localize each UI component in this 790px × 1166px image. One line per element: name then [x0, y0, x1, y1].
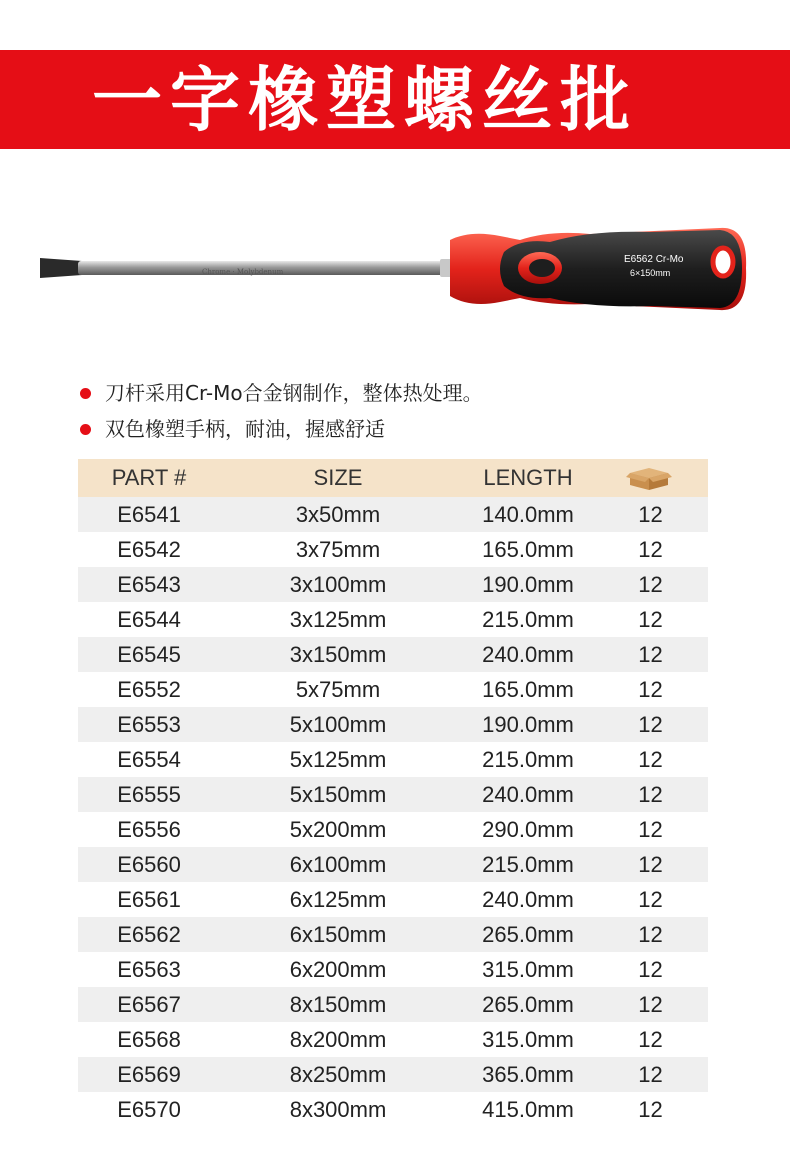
length-cell: 265.0mm [482, 922, 574, 947]
part-cell: E6543 [117, 572, 181, 597]
table-row [78, 952, 708, 987]
part-cell: E6561 [117, 887, 181, 912]
handle-label: E6562 Cr-Mo [624, 254, 684, 265]
feature-list [78, 375, 718, 447]
table-row [78, 707, 708, 742]
qty-cell: 12 [638, 1027, 663, 1052]
table-row [78, 882, 708, 917]
spec-table [78, 459, 708, 1127]
qty-cell: 12 [638, 537, 663, 562]
feature-item [78, 375, 718, 411]
part-cell: E6544 [117, 607, 181, 632]
qty-cell: 12 [638, 887, 663, 912]
length-cell: 215.0mm [482, 747, 574, 772]
length-cell: 365.0mm [482, 1062, 574, 1087]
hang-hole [713, 248, 733, 276]
part-cell: E6570 [117, 1097, 181, 1122]
table-row [78, 917, 708, 952]
size-cell: 6x100mm [289, 852, 387, 877]
table-row [78, 567, 708, 602]
qty-cell: 12 [638, 747, 663, 772]
part-cell: E6552 [117, 677, 181, 702]
qty-cell: 12 [638, 607, 663, 632]
size-cell: 5x125mm [289, 747, 387, 772]
length-cell: 190.0mm [482, 712, 574, 737]
qty-cell: 12 [638, 992, 663, 1017]
size-cell: 3x100mm [289, 572, 387, 597]
part-cell: E6568 [117, 1027, 181, 1052]
table-row [78, 1092, 708, 1127]
qty-cell: 12 [638, 922, 663, 947]
bullet-icon [80, 388, 91, 399]
table-row [78, 1022, 708, 1057]
bullet-icon [80, 424, 91, 435]
part-cell: E6560 [117, 852, 181, 877]
blade-tip [40, 258, 82, 278]
part-cell: E6562 [117, 922, 181, 947]
table-row [78, 847, 708, 882]
length-cell: 215.0mm [482, 852, 574, 877]
table-row [78, 532, 708, 567]
feature-item [78, 411, 718, 447]
size-cell: 6x125mm [289, 887, 387, 912]
length-cell: 240.0mm [482, 782, 574, 807]
table-row [78, 1057, 708, 1092]
length-cell: 290.0mm [482, 817, 574, 842]
table-row [78, 497, 708, 532]
qty-cell: 12 [638, 817, 663, 842]
part-cell: E6555 [117, 782, 181, 807]
size-cell: 8x250mm [289, 1062, 387, 1087]
length-cell: 140.0mm [482, 502, 574, 527]
size-cell: 8x150mm [289, 992, 387, 1017]
table-header [78, 459, 708, 497]
length-cell: 240.0mm [482, 642, 574, 667]
header-length: LENGTH [483, 465, 573, 490]
box-icon [626, 465, 672, 491]
size-cell: 5x100mm [289, 712, 387, 737]
table-row [78, 637, 708, 672]
feature-text: 双色橡塑手柄，耐油，握感舒适 [105, 417, 385, 441]
table-row [78, 742, 708, 777]
length-cell: 265.0mm [482, 992, 574, 1017]
qty-cell: 12 [638, 957, 663, 982]
part-cell: E6556 [117, 817, 181, 842]
page-title: 一字橡塑螺丝批 [92, 59, 638, 141]
table-row [78, 987, 708, 1022]
length-cell: 165.0mm [482, 677, 574, 702]
shaft-marking: Chrome · Molybdenum [202, 268, 284, 276]
qty-cell: 12 [638, 712, 663, 737]
size-cell: 3x125mm [289, 607, 387, 632]
size-cell: 3x150mm [289, 642, 387, 667]
length-cell: 415.0mm [482, 1097, 574, 1122]
table-row [78, 777, 708, 812]
size-cell: 5x75mm [295, 677, 381, 702]
table-body [78, 497, 708, 1127]
table-row [78, 812, 708, 847]
part-cell: E6554 [117, 747, 181, 772]
qty-cell: 12 [638, 782, 663, 807]
qty-cell: 12 [638, 572, 663, 597]
length-cell: 240.0mm [482, 887, 574, 912]
length-cell: 315.0mm [482, 1027, 574, 1052]
length-cell: 315.0mm [482, 957, 574, 982]
screwdriver-image [30, 220, 750, 330]
header-part: PART # [111, 465, 187, 490]
size-cell: 8x300mm [289, 1097, 387, 1122]
size-cell: 6x150mm [289, 922, 387, 947]
qty-cell: 12 [638, 852, 663, 877]
part-cell: E6567 [117, 992, 181, 1017]
part-cell: E6541 [117, 502, 181, 527]
length-cell: 190.0mm [482, 572, 574, 597]
qty-cell: 12 [638, 1097, 663, 1122]
table-row [78, 602, 708, 637]
part-cell: E6545 [117, 642, 181, 667]
qty-cell: 12 [638, 1062, 663, 1087]
qty-cell: 12 [638, 677, 663, 702]
size-cell: 8x200mm [289, 1027, 387, 1052]
table-row [78, 672, 708, 707]
size-cell: 3x75mm [295, 537, 381, 562]
size-cell: 5x200mm [289, 817, 387, 842]
qty-cell: 12 [638, 502, 663, 527]
feature-text: 刀杆采用Cr-Mo合金钢制作，整体热处理。 [105, 381, 483, 405]
size-cell: 3x50mm [295, 502, 381, 527]
part-cell: E6569 [117, 1062, 181, 1087]
part-cell: E6563 [117, 957, 181, 982]
qty-cell: 12 [638, 642, 663, 667]
header-size: SIZE [313, 465, 363, 490]
part-cell: E6542 [117, 537, 181, 562]
part-cell: E6553 [117, 712, 181, 737]
size-cell: 6x200mm [289, 957, 387, 982]
size-cell: 5x150mm [289, 782, 387, 807]
length-cell: 165.0mm [482, 537, 574, 562]
handle-size-label: 6×150mm [630, 268, 671, 278]
length-cell: 215.0mm [482, 607, 574, 632]
